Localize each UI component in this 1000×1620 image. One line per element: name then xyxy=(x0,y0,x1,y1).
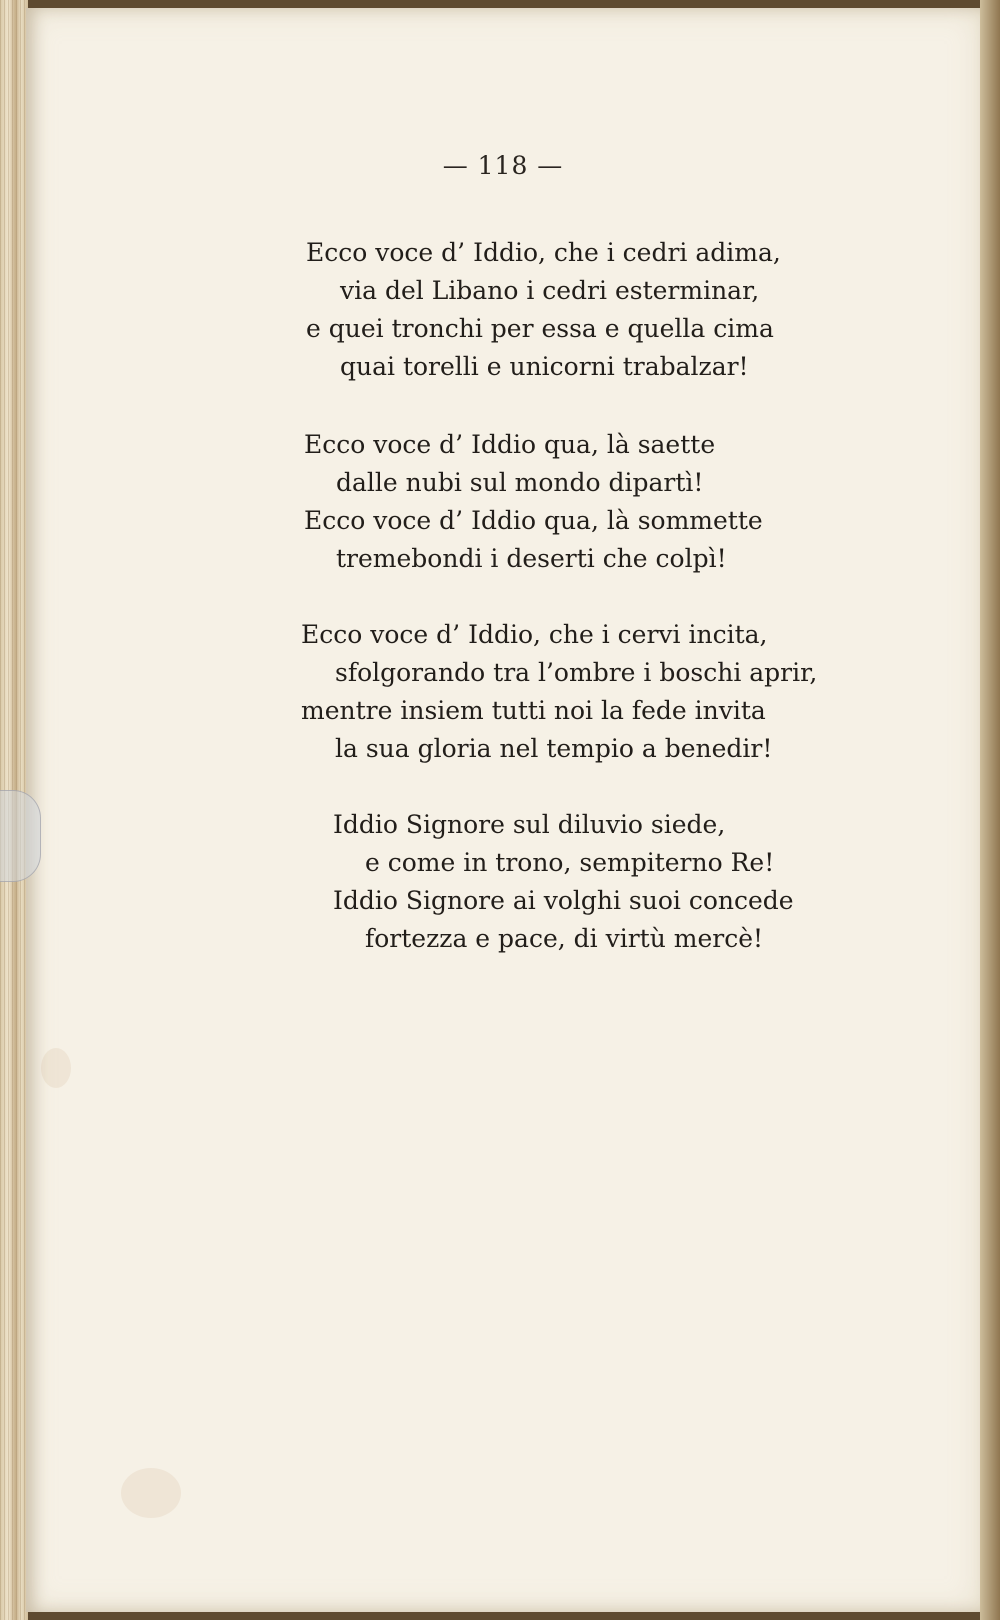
verse-line: la sua gloria nel tempio a benedir! xyxy=(335,734,773,763)
page-sheet xyxy=(26,8,980,1612)
verse-line: via del Libano i cedri esterminar, xyxy=(340,276,760,305)
verse-line: dalle nubi sul mondo dipartì! xyxy=(336,468,704,497)
verse-line: quai torelli e unicorni trabalzar! xyxy=(340,352,749,381)
page-number: — 118 — xyxy=(442,151,564,180)
verse-line: tremebondi i deserti che colpì! xyxy=(336,544,727,573)
stanza-1 xyxy=(306,234,781,386)
verse-line: e quei tronchi per essa e quella cima xyxy=(306,314,774,343)
foxing-stain xyxy=(41,1048,71,1088)
stanza-4 xyxy=(333,806,794,958)
book-edge xyxy=(980,0,1000,1620)
verse-line: Ecco voce d’ Iddio qua, là sommette xyxy=(304,506,763,535)
foxing-stain xyxy=(121,1468,181,1518)
verse-line: fortezza e pace, di virtù mercè! xyxy=(365,924,764,953)
verse-line: Iddio Signore ai volghi suoi concede xyxy=(333,886,794,915)
verse-line: Iddio Signore sul diluvio siede, xyxy=(333,810,726,839)
verse-line: mentre insiem tutti noi la fede invita xyxy=(301,696,766,725)
stanza-3 xyxy=(301,616,817,768)
verse-line: e come in trono, sempiterno Re! xyxy=(365,848,775,877)
page-clip xyxy=(0,790,41,882)
stanza-2 xyxy=(304,426,763,578)
verse-line: sfolgorando tra l’ombre i boschi aprir, xyxy=(335,658,818,687)
verse-line: Ecco voce d’ Iddio, che i cervi incita, xyxy=(301,620,768,649)
verse-line: Ecco voce d’ Iddio qua, là saette xyxy=(304,430,716,459)
verse-line: Ecco voce d’ Iddio, che i cedri adima, xyxy=(306,238,781,267)
